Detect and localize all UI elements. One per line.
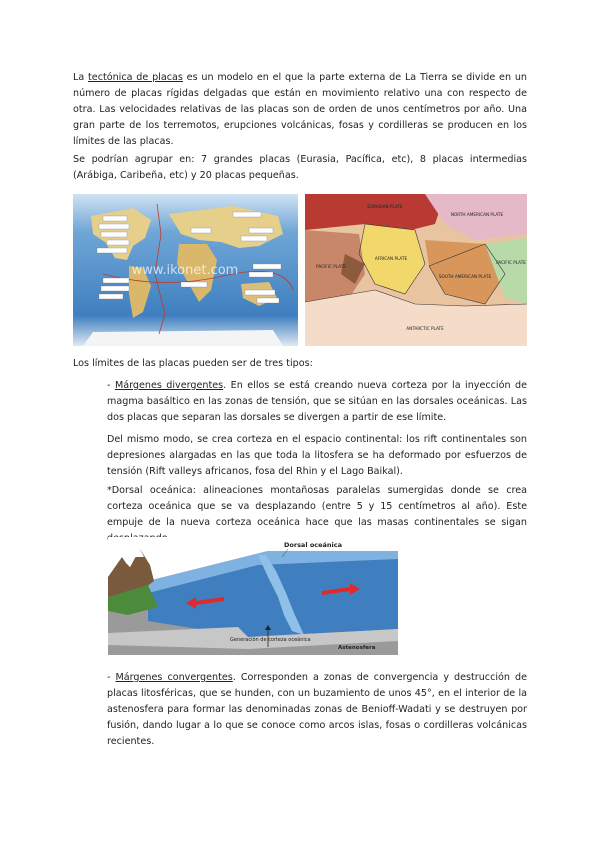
- label-african-plate: AFRICAN PLATE: [374, 256, 408, 261]
- dorsal-note-paragraph: *Dorsal oceánica: alineaciones montañosas paralelas sumergidas donde se crea corteza oceánica que se va desplazando (entre 5 y 15 centímetros al año). Este empuje de la nueva corteza oceánica hace que las masas continentales se sigan: [107, 485, 527, 528]
- label-eurasian-plate: EURASIAN PLATE: [367, 204, 403, 209]
- convergent-dash: -: [107, 672, 116, 683]
- plates-grouping-paragraph: Se podrían agrupar en: 7 grandes placas (Eurasia, Pacífica, etc), 8 placas intermedias (Arábiga, Caribeña, etc) y 20 placas pequeñas.: [73, 154, 527, 181]
- plate-boundaries-intro: Los límites de las placas pueden ser de tres tipos:: [73, 358, 313, 369]
- divergent-term: Márgenes divergentes: [114, 380, 224, 391]
- convergent-text: . Corresponden a zonas de convergencia y destrucción de placas litosféricas, que se hunden, con un buzamiento de unos 45°, en el interior de la astenosfera para formar las denominadas zonas de Benioff-Wadati y se destruyen por fusión, dando lugar a lo que se conoce como arcos islas, fosas o cordilleras volcánicas recientes.: [107, 672, 527, 747]
- intro-text-start: La: [73, 72, 89, 83]
- tectonica-link[interactable]: tectónica de placas: [88, 72, 183, 83]
- ocean-ridge-diagram: [108, 537, 406, 655]
- convergent-term: Márgenes convergentes: [115, 672, 233, 683]
- divergent-text: . En ellos se está creando nueva corteza por la inyección de magma basáltico en las zonas de tensión, que se sitúan en las dorsales oceánicas. Las dos placas que separan las dorsales se divergen a partir de ese límite.: [107, 380, 528, 423]
- divergent-dash: -: [107, 380, 115, 391]
- intro-paragraph: [73, 70, 527, 150]
- label-pacific-plate-east: PACIFIC PLATE: [496, 260, 526, 265]
- intro-text-rest: es un modelo en el que la parte externa de La Tierra se divide en un número de placas rígidas delgadas que están en movimiento relativo una con respecto de otra. Las velocidades relativas de las placas son de orden de unos centímetros por año. Una gran parte de los terremotos, erupciones volcánicas, fosas y cordilleras se producen en los límites de las placas.: [73, 72, 527, 147]
- generation-label: Generación de corteza oceánica: [230, 637, 311, 643]
- asthenosphere-label: Astenosfera: [338, 645, 376, 651]
- convergent-margins-paragraph: [107, 670, 527, 750]
- continental-rift-paragraph: Del mismo modo, se crea corteza en el espacio continental: los rift continentales son depresiones alargadas en las que toda la litosfera se ha deformado por esfuerzos de tensión (Rift valleys africanos, fosa del Rhin y el Lago Baikal).: [107, 434, 527, 477]
- map-watermark: www.ikonet.com: [131, 263, 239, 278]
- world-plates-map: [73, 194, 298, 346]
- label-south-american-plate: SOUTH AMERICAN PLATE: [438, 274, 492, 279]
- divergent-margins-paragraph: [107, 378, 527, 426]
- label-north-american-plate: NORTH AMERICAN PLATE: [450, 212, 504, 217]
- label-antarctic-plate: ANTARCTIC PLATE: [406, 326, 444, 331]
- dorsal-label: Dorsal oceánica: [284, 541, 343, 549]
- colored-plates-map: [305, 194, 527, 346]
- label-pacific-plate-west: PACIFIC PLATE: [316, 264, 346, 269]
